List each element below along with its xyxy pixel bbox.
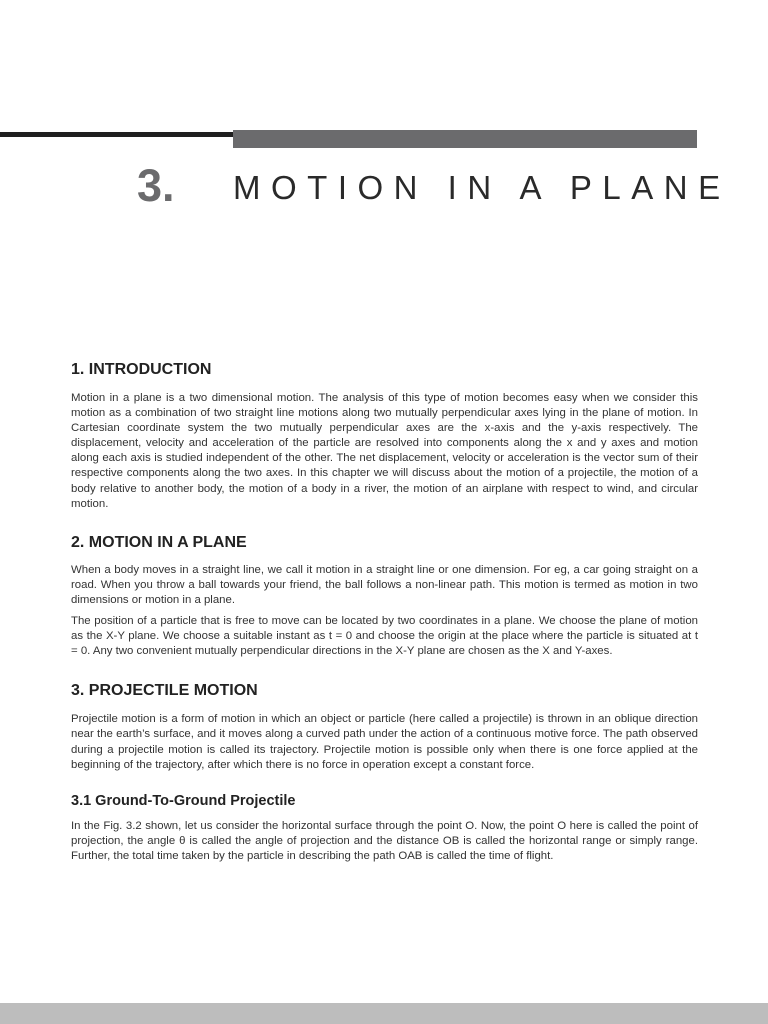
chapter-number: 3.	[137, 160, 175, 211]
footer-bar	[0, 1003, 768, 1024]
subsection-ground-to-ground-projectile	[71, 791, 698, 864]
header-rule-dark	[0, 132, 236, 137]
section-heading: 1. INTRODUCTION	[71, 361, 212, 378]
section-introduction	[71, 359, 698, 512]
header-rule-grey	[233, 130, 697, 148]
paragraph: Projectile motion is a form of motion in which an object or particle (here called a projectile) is thrown in an oblique direction near the earth’s surface, and it moves along a curved path under the action of a continuous motive force. The path observed during a projectile motion is called its trajectory. Projectile motion is possible only when there is one force applied at the beginning of the trajectory, after which there is no force in operation except a constant force.	[71, 713, 698, 771]
paragraph: When a body moves in a straight line, we call it motion in a straight line or one dimension. For eg, a car going straight on a road. When you throw a ball towards your friend, the ball follows a non-linear path. This motion is termed as motion in two dimensions or motion in a plane.	[71, 563, 698, 606]
section-heading: 3. PROJECTILE MOTION	[71, 682, 258, 700]
section-heading: 2. MOTION IN A PLANE	[71, 533, 247, 551]
paragraph: The position of a particle that is free to move can be located by two coordinates in a plane. We choose the plane of motion as the X-Y plane. We choose a suitable instant as t = 0 and choose the origin at the place where the particle is situated at t = 0. Any two convenient mutually perpendicular directions in the X-Y plane are chosen as the X and Y-axes.	[71, 615, 698, 658]
section-motion-in-a-plane	[71, 532, 698, 660]
section-projectile-motion	[71, 680, 698, 772]
chapter-body	[71, 359, 698, 864]
paragraph: In the Fig. 3.2 shown, let us consider the horizontal surface through the point O. Now, the point O here is called the point of projection, the angle θ is called the angle of projection and the distance OB is called the horizontal range or simply range. Further, the total time taken by the particle in describing the path OAB is called the time of flight.	[71, 819, 698, 862]
paragraph: Motion in a plane is a two dimensional motion. The analysis of this type of motion becomes easy when we consider this motion as a combination of two straight line motions along two mutually perpendicular axes lying in the plane of motion. In Cartesian coordinate system the two mutually perpendicular axes are the x-axis and the y-axis respectively. The displacement, velocity and acceleration of the particle are resolved into components along the x and y axes and motion along each axis is studied independent of the other. The net displacement, velocity or acceleration is the vector sum of their respective components along the two axes. In this chapter we will discuss about the motion of a projectile, the motion of a body relative to another body, the motion of a body in a river, the motion of an airplane with respect to wind, and circular motion.	[71, 392, 698, 510]
chapter-title: MOTION IN A PLANE	[233, 169, 731, 206]
subsection-heading: 3.1 Ground-To-Ground Projectile	[71, 792, 296, 809]
